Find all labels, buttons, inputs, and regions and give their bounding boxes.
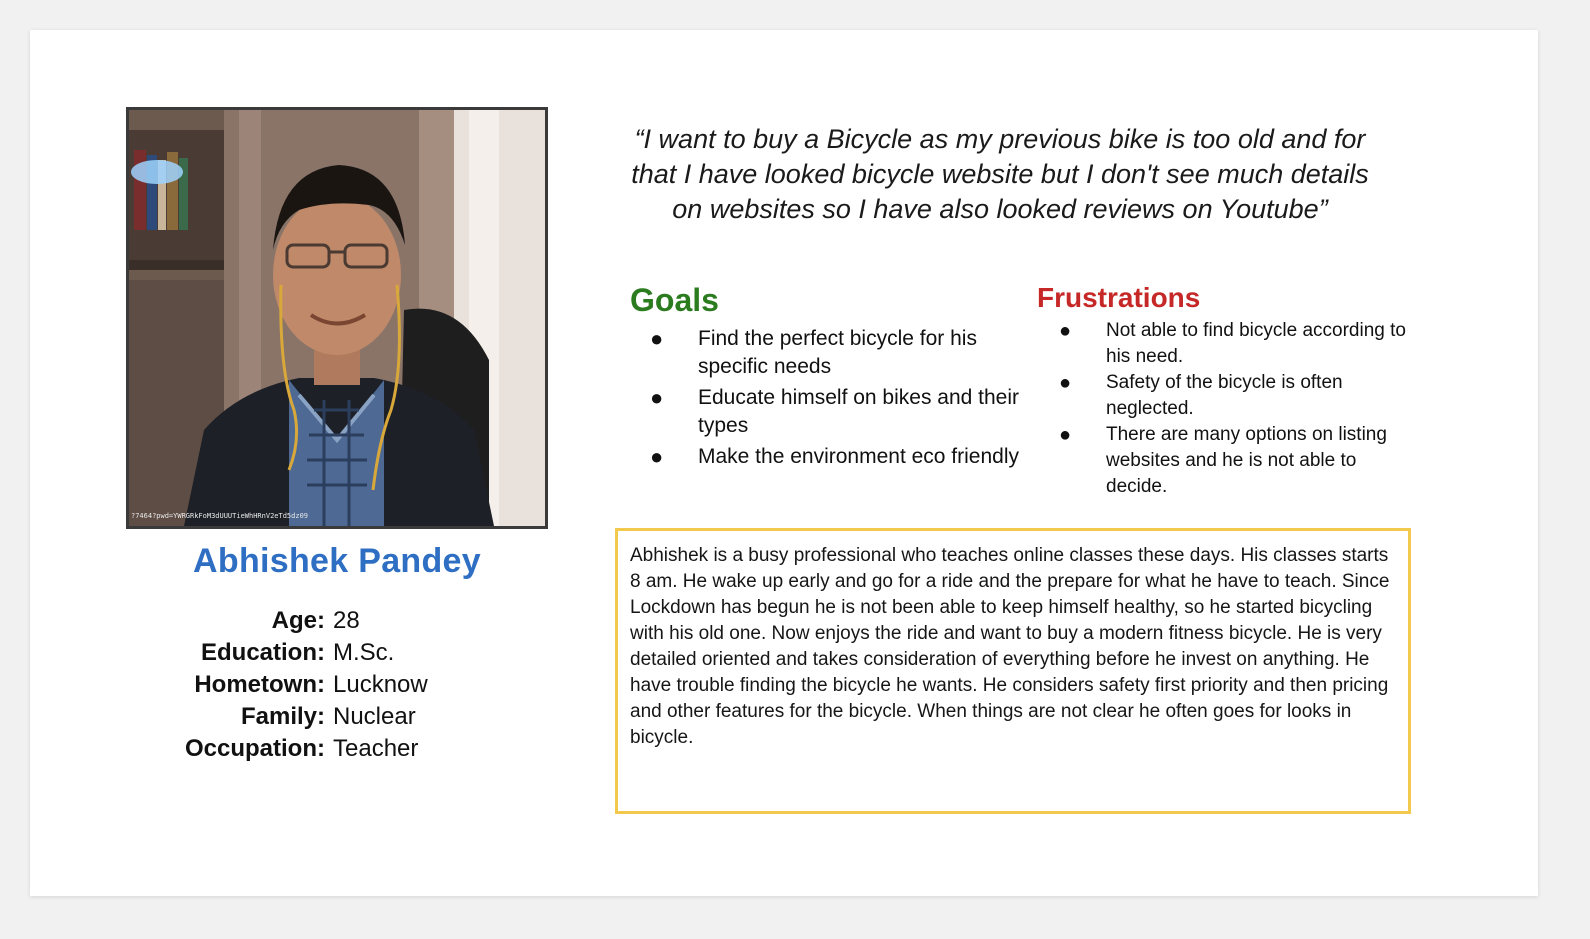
bullet-icon: ●: [650, 385, 664, 410]
bullet-icon: ●: [650, 326, 664, 351]
bio-box: [615, 528, 1411, 814]
frustrations-heading: Frustrations: [1037, 282, 1201, 313]
fact-occupation: [90, 733, 610, 765]
fact-family: [90, 701, 610, 733]
bullet-icon: ●: [1059, 424, 1072, 446]
goal-text: Find the perfect bicycle for his specific needs: [698, 327, 977, 378]
goal-text: Make the environment eco friendly: [698, 445, 1019, 468]
fact-label: Education:: [201, 639, 325, 666]
persona-facts: [90, 605, 610, 765]
list-item: [1037, 370, 1407, 422]
fact-value: Teacher: [333, 735, 419, 762]
fact-value: M.Sc.: [333, 639, 395, 666]
frustration-text: There are many options on listing websites and he is not able to decide.: [1106, 424, 1387, 497]
fact-value: Lucknow: [333, 671, 428, 698]
fact-label: Age:: [271, 607, 325, 634]
bullet-icon: ●: [1059, 372, 1072, 394]
list-item: [630, 325, 1020, 381]
persona-photo: [126, 107, 548, 529]
persona-slide: [30, 30, 1538, 896]
fact-label: Occupation:: [184, 735, 325, 762]
frustration-text: Safety of the bicycle is often neglected.: [1106, 372, 1343, 419]
list-item: [630, 443, 1020, 471]
fact-value: 28: [333, 607, 360, 634]
persona-name: Abhishek Pandey: [193, 542, 481, 580]
fact-age: [90, 605, 610, 637]
fact-label: Hometown:: [194, 671, 325, 698]
persona-quote: “I want to buy a Bicycle as my previous bike is too old and for that I have looked bicycle website but I don't see much details on websites so I have also looked reviews on Youtube”: [631, 124, 1369, 224]
photo-caption: ?7464?pwd=YWRGRkFoM3dUUUTieWhHRnV2eTd5dz09: [131, 512, 309, 520]
list-item: [1037, 318, 1407, 370]
bullet-icon: ●: [1059, 320, 1072, 342]
list-item: [630, 384, 1020, 440]
bullet-icon: ●: [650, 444, 664, 469]
fact-label: Family:: [240, 703, 325, 730]
bio-text: Abhishek is a busy professional who teaches online classes these days. His classes starts 8 am. He wake up early and go for a ride and the prepare for what he have to teach. Since Lockdown has begun he is not been able to keep himself healthy, so he started bicycling with his old one. Now enjoys the ride and want to buy a modern fitness bicycle. He is very detailed oriented and takes consideration of everything before he invest on anything. He have trouble finding the bicycle he wants. He considers safety first priority and then pricing and other features for the bicycle. When things are not clear he often goes for looks in bicycle.: [630, 545, 1390, 748]
person-portrait-image: [129, 110, 545, 526]
list-item: [1037, 422, 1407, 500]
fact-education: [90, 637, 610, 669]
goals-heading: Goals: [630, 282, 719, 318]
frustration-text: Not able to find bicycle according to his need.: [1106, 320, 1406, 367]
goal-text: Educate himself on bikes and their types: [698, 386, 1020, 437]
frustrations-list: [1037, 318, 1407, 500]
goals-list: [630, 325, 1020, 474]
fact-hometown: [90, 669, 610, 701]
fact-value: Nuclear: [333, 703, 416, 730]
